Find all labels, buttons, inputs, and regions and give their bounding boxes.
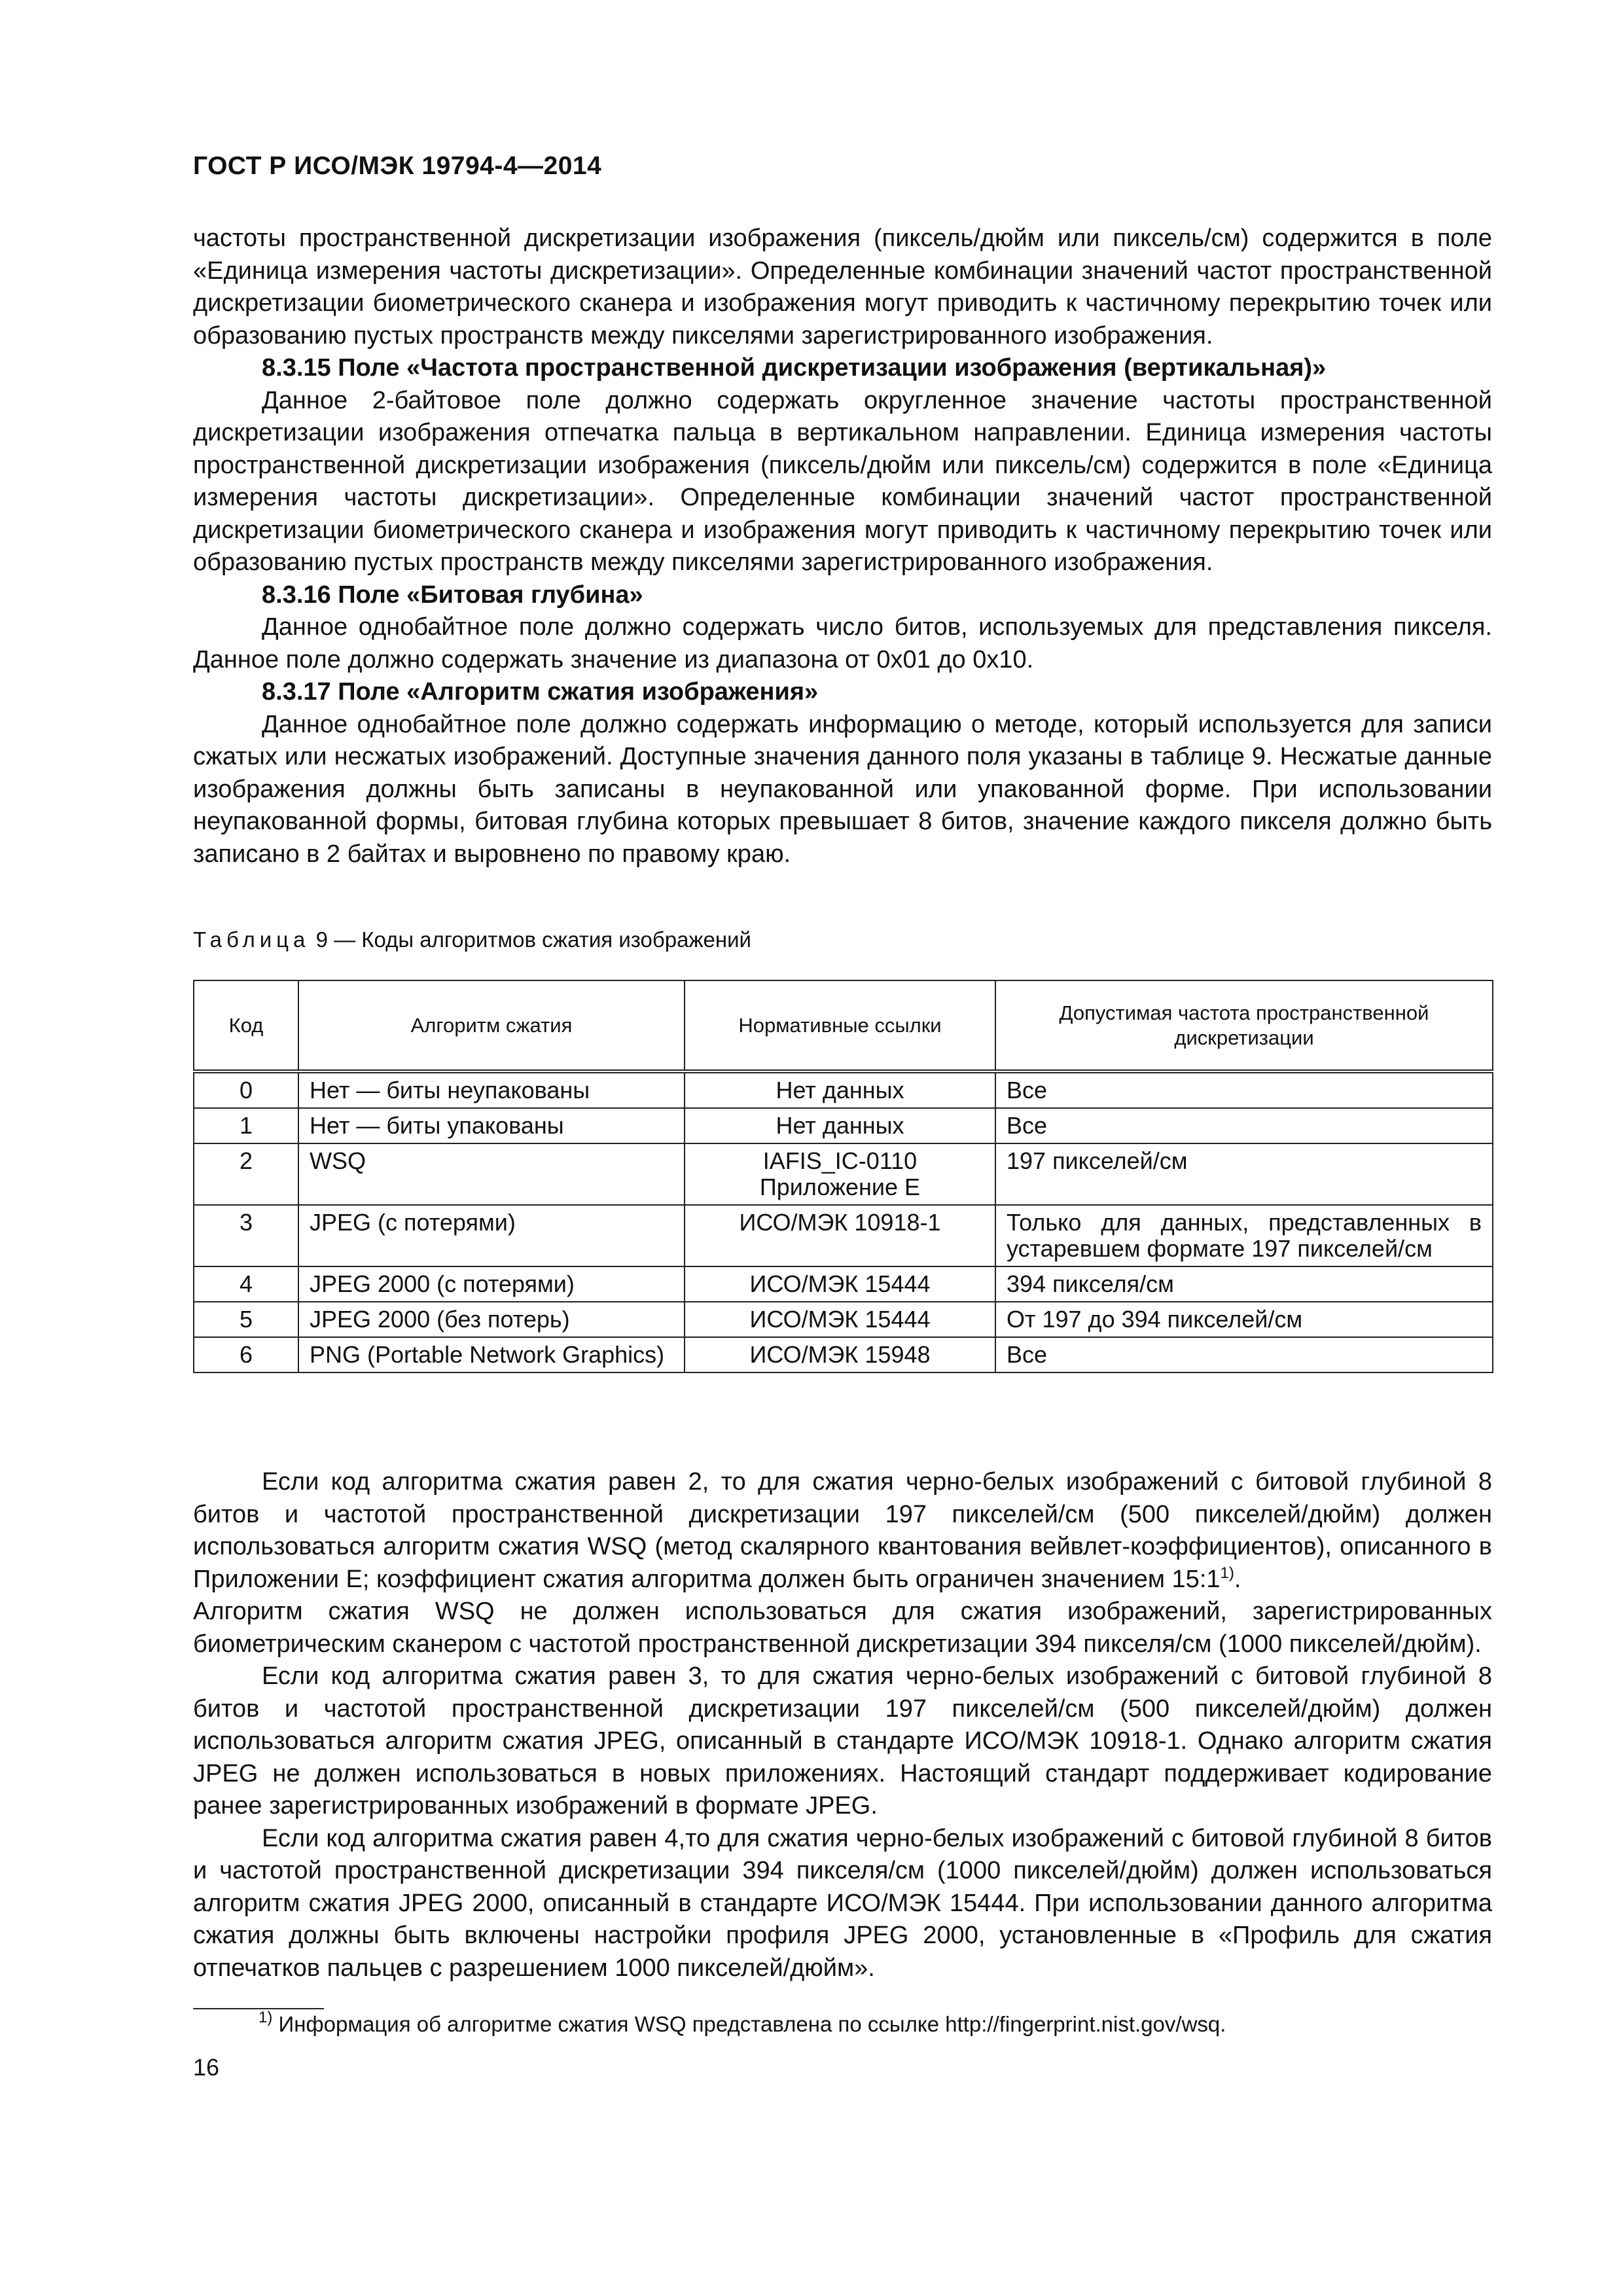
table-caption xyxy=(193,927,751,952)
table-caption-label: Таблица xyxy=(193,927,310,952)
header-algorithm: Алгоритм сжатия xyxy=(298,980,685,1071)
cell-code: 0 xyxy=(194,1071,298,1108)
footnote xyxy=(259,2009,1226,2037)
cell-algorithm: WSQ xyxy=(298,1143,685,1205)
cell-code: 2 xyxy=(194,1143,298,1205)
table-header-row xyxy=(194,980,1493,1071)
cell-algorithm: JPEG 2000 (без потерь) xyxy=(298,1302,685,1337)
cell-resolution: Все xyxy=(995,1108,1493,1143)
paragraph-code-3: Если код алгоритма сжатия равен 3, то для сжатия черно-белых изображений с битовой глубиной 8 битов и частотой пространственной дискретизации 197 пикселей/см (500 пикселей/дюйм) должен использоваться алгоритм сжатия JPEG, описанный в стандарте ИСО/МЭК 10918-1. Однако алгоритм сжатия JPEG не должен использоваться в новых приложениях. Настоящий стандарт поддерживает кодирование ранее зарегистрированных изображений в формате JPEG. xyxy=(193,1662,1492,1820)
cell-reference: Нет данных xyxy=(685,1071,995,1108)
cell-code: 5 xyxy=(194,1302,298,1337)
cell-reference: ИСО/МЭК 15444 xyxy=(685,1302,995,1337)
section-heading-8-3-17: 8.3.17 Поле «Алгоритм сжатия изображения» xyxy=(262,678,819,706)
cell-code: 6 xyxy=(194,1337,298,1372)
cell-resolution: 394 пикселя/см xyxy=(995,1266,1493,1302)
top-text-block xyxy=(193,223,1492,870)
table-row xyxy=(194,1143,1493,1205)
section-text-8-3-15: Данное 2-байтовое поле должно содержать округленное значение частоты пространственной дискретизации изображения отпечатка пальца в вертикальном направлении. Единица измерения частоты пространственной дискретизации изображения (пиксель/дюйм или пиксель/см) содержится в поле «Единица измерения частоты дискретизации». Определенные комбинации значений частот пространственной дискретизации биометрического сканера и изображения могут приводить к частичному перекрытию точек или образованию пустых пространств между пикселями зарегистрированного изображения. xyxy=(193,386,1492,576)
paragraph-code-2 xyxy=(193,1466,1492,1596)
cell-algorithm: JPEG 2000 (с потерями) xyxy=(298,1266,685,1302)
section-heading-8-3-16: 8.3.16 Поле «Битовая глубина» xyxy=(262,581,643,609)
table-row xyxy=(194,1266,1493,1302)
header-references: Нормативные ссылки xyxy=(685,980,995,1071)
header-resolution: Допустимая частота пространственной дискретизации xyxy=(995,980,1493,1071)
cell-algorithm: PNG (Portable Network Graphics) xyxy=(298,1337,685,1372)
cell-resolution: От 197 до 394 пикселей/см xyxy=(995,1302,1493,1337)
table-caption-text: 9 — Коды алгоритмов сжатия изображений xyxy=(315,927,751,952)
intro-paragraph: частоты пространственной дискретизации изображения (пиксель/дюйм или пиксель/см) содержится в поле «Единица измерения частоты дискретизации». Определенные комбинации значений частот пространственной дискретизации биометрического сканера и изображения могут приводить к частичному перекрытию точек или образованию пустых пространств между пикселями зарегистрированного изображения. xyxy=(193,224,1492,350)
table-row xyxy=(194,1205,1493,1266)
table-row xyxy=(194,1302,1493,1337)
after-table-text-block xyxy=(193,1466,1492,1984)
section-text-8-3-16: Данное однобайтное поле должно содержать число битов, используемых для представления пикселя. Данное поле должно содержать значение из диапазона от 0x01 до 0x10. xyxy=(193,613,1492,673)
cell-code: 4 xyxy=(194,1266,298,1302)
cell-code: 1 xyxy=(194,1108,298,1143)
cell-reference: ИСО/МЭК 15948 xyxy=(685,1337,995,1372)
cell-code: 3 xyxy=(194,1205,298,1266)
table-row xyxy=(194,1071,1493,1108)
paragraph-code-4: Если код алгоритма сжатия равен 4,то для сжатия черно-белых изображений с битовой глубиной 8 битов и частотой пространственной дискретизации 394 пикселя/см (1000 пикселей/дюйм) должен использоваться алгоритм сжатия JPEG 2000, описанный в стандарте ИСО/МЭК 15444. При использовании данного алгоритма сжатия должны быть включены настройки профиля JPEG 2000, установленные в «Профиль для сжатия отпечатков пальцев с разрешением 1000 пикселей/дюйм». xyxy=(193,1824,1492,1982)
paragraph-code-2-text: Если код алгоритма сжатия равен 2, то для сжатия черно-белых изображений с битовой глубиной 8 битов и частотой пространственной дискретизации 197 пикселей/см (500 пикселей/дюйм) должен использоваться алгоритм сжатия WSQ (метод скалярного квантования вейвлет-коэффициентов), описанного в Приложении E; коэффициент сжатия алгоритма должен быть ограничен значением 15:1 xyxy=(193,1468,1492,1593)
footnote-mark: 1) xyxy=(259,2009,273,2026)
cell-reference: IAFIS_IC-0110 Приложение E xyxy=(685,1143,995,1205)
footnote-reference: 1) xyxy=(1220,1564,1234,1582)
paragraph-wsq-restriction: Алгоритм сжатия WSQ не должен использоваться для сжатия изображений, зарегистрированных биометрическим сканером с частотой пространственной дискретизации 394 пикселя/см (1000 пикселей/дюйм). xyxy=(193,1598,1492,1658)
cell-algorithm: Нет — биты упакованы xyxy=(298,1108,685,1143)
table-row xyxy=(194,1337,1493,1372)
footnote-reference-suffix: . xyxy=(1234,1565,1241,1593)
cell-algorithm: JPEG (с потерями) xyxy=(298,1205,685,1266)
cell-reference: Нет данных xyxy=(685,1108,995,1143)
cell-resolution: 197 пикселей/см xyxy=(995,1143,1493,1205)
cell-resolution: Только для данных, представленных в устаревшем формате 197 пикселей/см xyxy=(995,1205,1493,1266)
cell-reference: ИСО/МЭК 10918-1 xyxy=(685,1205,995,1266)
section-text-8-3-17: Данное однобайтное поле должно содержать информацию о методе, который используется для записи сжатых или несжатых изображений. Доступные значения данного поля указаны в таблице 9. Несжатые данные изображения должны быть записаны в неупакованной или упакованной форме. При использовании неупакованной формы, битовая глубина которых превышает 8 битов, значение каждого пикселя должно быть записано в 2 байтах и выровнено по правому краю. xyxy=(193,710,1492,868)
cell-resolution: Все xyxy=(995,1337,1493,1372)
table-row xyxy=(194,1108,1493,1143)
document-header: ГОСТ Р ИСО/МЭК 19794-4—2014 xyxy=(193,152,602,180)
page-number: 16 xyxy=(193,2054,220,2081)
cell-algorithm: Нет — биты неупакованы xyxy=(298,1071,685,1108)
cell-resolution: Все xyxy=(995,1071,1493,1108)
section-heading-8-3-15: 8.3.15 Поле «Частота пространственной дискретизации изображения (вертикальная)» xyxy=(262,354,1327,382)
footnote-text: Информация об алгоритме сжатия WSQ представлена по ссылке http://fingerprint.nist.gov/wsq. xyxy=(278,2012,1226,2036)
cell-reference: ИСО/МЭК 15444 xyxy=(685,1266,995,1302)
header-code: Код xyxy=(194,980,298,1071)
compression-codes-table xyxy=(193,980,1493,1373)
